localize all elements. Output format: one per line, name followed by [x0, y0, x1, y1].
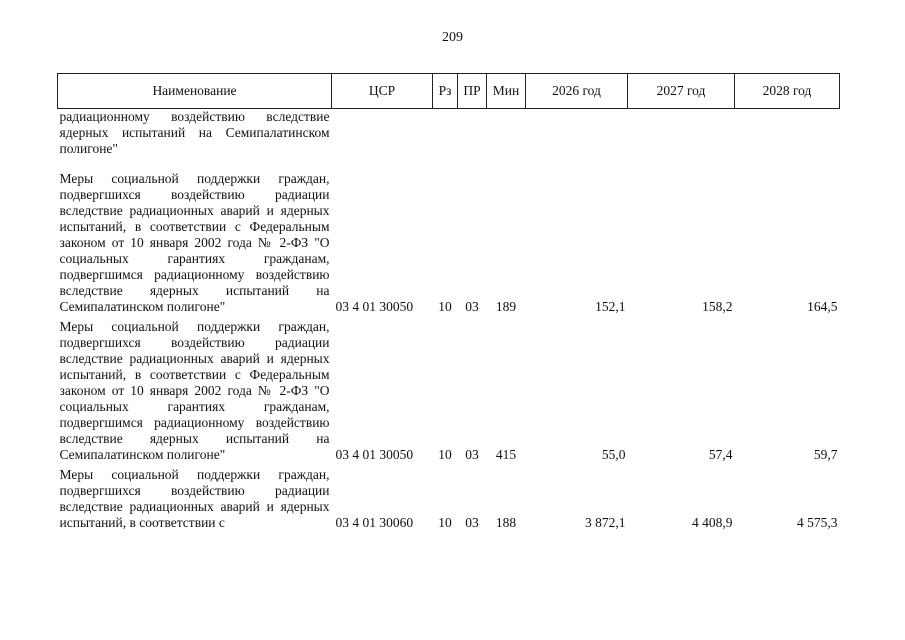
row-csr: 03 4 01 30050 — [335, 299, 414, 314]
row-2027: 158,2 — [702, 299, 733, 314]
row-2028: 164,5 — [807, 299, 838, 314]
header-2026: 2026 год — [526, 74, 628, 109]
row-2027: 57,4 — [708, 447, 733, 462]
row-csr — [332, 109, 433, 170]
row-2026 — [526, 109, 628, 170]
row-csr: 03 4 01 30050 — [335, 447, 414, 462]
row-2028 — [735, 109, 840, 170]
row-rz — [433, 109, 458, 170]
header-name: Наименование — [58, 74, 332, 109]
row-rz: 10 — [438, 447, 452, 462]
row-2026: 55,0 — [601, 447, 626, 462]
table-row — [58, 317, 840, 465]
table-row — [58, 465, 840, 533]
page-number: 209 — [442, 30, 463, 45]
header-2027: 2027 год — [628, 74, 735, 109]
header-csr: ЦСР — [332, 74, 433, 109]
header-min: Мин — [487, 74, 526, 109]
header-rz: Рз — [433, 74, 458, 109]
row-csr: 03 4 01 30060 — [335, 515, 414, 530]
row-pr: 03 — [465, 299, 479, 314]
row-name: Меры социальной поддержки граждан, подвергшихся воздействию радиации вследствие радиационных аварий и ядерных испытаний, в соответствии с — [59, 467, 330, 530]
row-2027: 4 408,9 — [692, 515, 733, 530]
row-2026: 152,1 — [595, 299, 626, 314]
row-min — [487, 109, 526, 170]
row-2028: 4 575,3 — [797, 515, 838, 530]
table-row — [58, 169, 840, 317]
row-2027 — [628, 109, 735, 170]
row-name: Меры социальной поддержки граждан, подвергшихся воздействию радиации вследствие радиационных аварий и ядерных испытаний, в соответствии с Федеральным законом от 10 января 2002 года № 2-ФЗ "О социальных гарантиях гражданам, подвергшимся радиационному воздействию вследствие ядерных испытаний на Семипалатинском полигоне" — [59, 319, 330, 462]
table-header-row — [58, 74, 840, 109]
row-rz: 10 — [438, 299, 452, 314]
row-rz: 10 — [438, 515, 452, 530]
row-2026: 3 872,1 — [585, 515, 626, 530]
row-min: 189 — [495, 299, 517, 314]
budget-table — [57, 73, 840, 533]
header-2028: 2028 год — [735, 74, 840, 109]
row-name: радиационному воздействию вследствие ядерных испытаний на Семипалатинском полигоне" — [59, 109, 330, 156]
row-min: 415 — [495, 447, 517, 462]
row-name: Меры социальной поддержки граждан, подвергшихся воздействию радиации вследствие радиационных аварий и ядерных испытаний, в соответствии с Федеральным законом от 10 января 2002 года № 2-ФЗ "О социальных гарантиях гражданам, подвергшимся радиационному воздействию вследствие ядерных испытаний на Семипалатинском полигоне" — [59, 171, 330, 314]
table-row — [58, 109, 840, 170]
header-pr: ПР — [458, 74, 487, 109]
row-pr: 03 — [465, 447, 479, 462]
row-min: 188 — [495, 515, 517, 530]
row-pr: 03 — [465, 515, 479, 530]
row-2028: 59,7 — [813, 447, 838, 462]
row-pr — [458, 109, 487, 170]
